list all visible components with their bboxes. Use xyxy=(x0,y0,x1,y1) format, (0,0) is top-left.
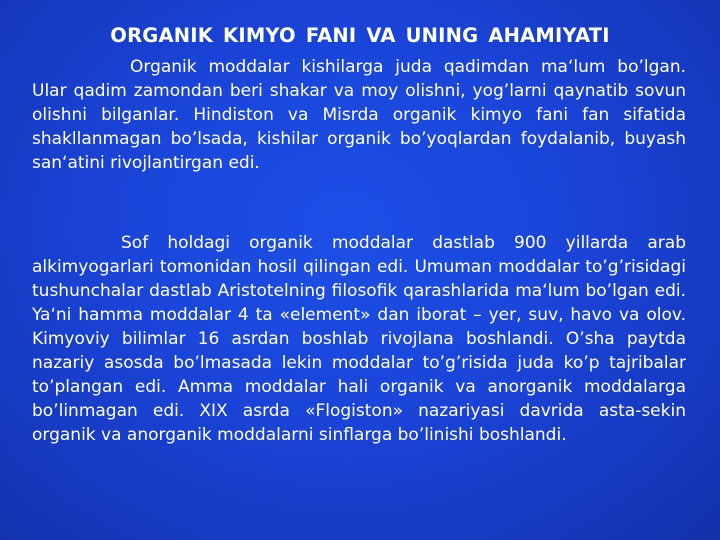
paragraph-history-intro: Organik moddalar kishilarga juda qadimdan ma‘lum bo’lgan. Ular qadim zamondan beri shakar va moy olishni, yog’larni qaynatib sovun olishni bilganlar. Hindiston va Misrda organik kimyo fani fan sifatida shakllanmagan bo’lsada, kishilar organik bo’yoqlardan foydalanib, buyash san‘atini rivojlantirgan edi. xyxy=(32,57,686,173)
slide-title: ORGANIK KIMYO FANI VA UNING AHAMIYATI xyxy=(110,24,610,47)
paragraph-history-development: Sof holdagi organik moddalar dastlab 900 yillarda arab alkimyogarlari tomonidan hosil qilingan edi. Umuman moddalar to’g’risidagi tushunchalar dastlab Aristotelning filosofik qarashlarida ma‘lum bo’lgan edi. Ya‘ni hamma moddalar 4 ta «element» dan iborat – yer, suv, havo va olov. Kimyoviy bilimlar 16 asrdan boshlab rivojlana boshlandi. O’sha paytda nazariy asosda bo’lmasada lekin moddalar to’g’risida juda ko’p tajribalar to’plangan edi. Amma moddalar hali organik va anorganik moddalarga bo’linmagan edi. XIX asrda «Flogiston» nazariyasi davrida asta-sekin organik va anorganik moddalarni sinflarga bo’linishi boshlandi. xyxy=(32,233,686,445)
